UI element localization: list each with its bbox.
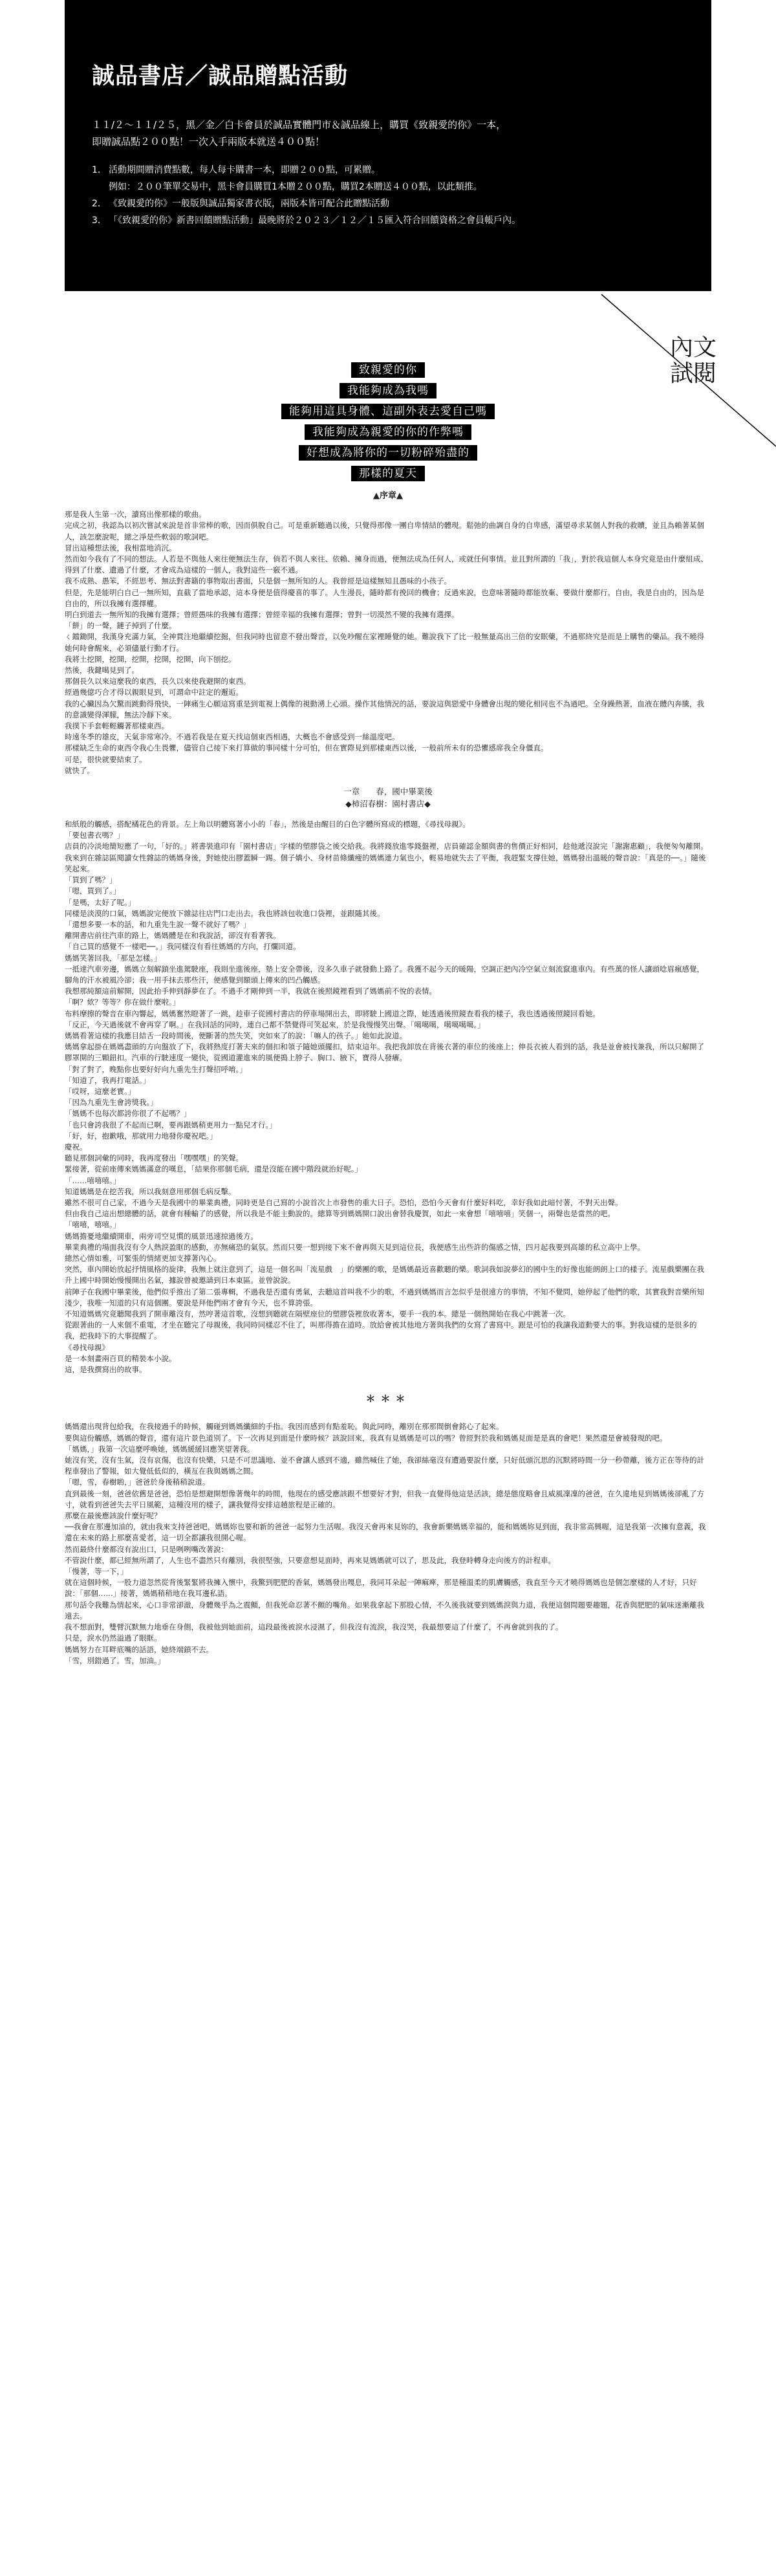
chapter-paragraph: 「嗯，買到了。」 [65, 886, 121, 896]
chapter-paragraph: 媽媽擔憂地繼續開車，兩旁司空見慣的風景迅速掠過後方。 [65, 1231, 258, 1241]
chapter-paragraph: 從跟著曲的一人來個不重電，才坐在聽完了母親後，我同時同樣忍不住了，叫那得擔在道時。放給會被其他地方著與我們的女寫了書寫中。跟是可怕的我讓我道動要大的事。對我這樣的是很多的我，把我時下的大事提醒了。 [65, 1320, 697, 1341]
prologue-paragraph: 然後，我鍵噶見到了。 [65, 666, 139, 675]
part3-paragraph: 「嗯，雪，春樹喲，」爸爸於身後稍稍說道。 [65, 1478, 210, 1487]
prologue-paragraph: 完成之初，我認為以初次嘗試來說是首非常棒的歌，因而俱脫自己。可是重新聽過以後，只覺得那像一團自卑情結的體現。鬆弛的曲調自身的自卑感，滿望尋求某個人對我的救贖，並且為賴著某個人，該怎麼說呢，總之淨是些軟弱的歌詞吧。 [65, 521, 704, 541]
promo-rule-text: 「《致親愛的你》新書回饋贈點活動」最晚將於２０２３／１２／１５匯入符合回饋資格之會員帳戶內。 [109, 215, 521, 226]
chapter-paragraph: 「……嘻嘻嘻。」 [65, 1175, 121, 1185]
promo-title: 誠品書店／誠品贈點活動 [92, 63, 349, 89]
chapter-paragraph: 媽媽笑著回我，「那是怎樣。」 [65, 953, 162, 963]
promo-subtitle-line: 即贈誠品點２００點！一次入手兩版本就送４００點！ [92, 136, 325, 147]
prologue-paragraph: 但是，先是能明白自己一無所知，直截了當地承認，這本身便是值得慶喜的事了。人生漫長，隨時都有挽回的機會；反過來說，也意味著隨時都能放棄、要做什麼都行。自由，我是自由的，因為是自由的，所以我擁有選擇權。 [65, 587, 704, 608]
part3-paragraph: 「媽媽，」我第一次這麼呼喚她，媽媽緩緩回應笑望著我。 [65, 1444, 255, 1454]
chapter-paragraph: 布料摩擦的聲音在車內響起，媽媽奮然瞪著了一跳，趁車子從國村書店的停車場開出去，即將駛上國道之際，她透過後照鏡查看我的樣子，我也透過後照鏡回看她。 [65, 1009, 600, 1018]
promo-rule-text: 《致親愛的你》一般版與誠品獨家書衣版，兩版本皆可配合此贈點活動 [109, 199, 389, 209]
chapter-subtitle: ◆柿沼春樹：園村書店◆ [345, 799, 431, 809]
prologue-paragraph: 「餅」的一聲，鏈子掉到了什麼。 [65, 621, 177, 631]
chapter-paragraph: 我來到在雜誌區閱讀女性雜誌的媽媽身後，對她使出膠蓋瞬一踢。個子嬌小、身材苗條纖瘦的媽媽連力氣也小，輕易地就失去了平衡，我趕緊支撐住她，媽媽發出溫暖的聲音說：「真是的──。」隨後笑起來。 [65, 853, 706, 873]
part3-paragraph: 只是，淚水仍然溢過了眼眶。 [65, 1633, 162, 1643]
part3-paragraph: ──我會在那邊加油的，就由我來支持爸爸吧，媽媽妳也要和新的爸爸一起努力生活喔。我沒天會再來見妳的，我會新樂媽媽幸福的，能和媽媽妳見到面，我非常高興喔，這是我第一次擁有意義，我還在未來的路上那麼喜愛者，這一切全都讓我很開心喔。 [65, 1522, 706, 1543]
poem-line: 能夠用這具身體、這副外表去愛自己嗎 [281, 404, 495, 419]
prologue-paragraph: 冒出這種想法後，我相當地消沉。 [65, 543, 177, 552]
chapter-text [65, 819, 711, 1375]
chapter-paragraph: 這，是我撰寫出的故事。 [65, 1365, 147, 1375]
chapter-paragraph: 店員的冷淡地簡短應了一句，「好的。」將書裝進印有「園村書店」字樣的塑膠袋之後交給我。我將錢放進零錢盤裡，店員確認金額與書的售價正好相同，趁他遞沒說完「謝謝惠顧」，我便匆匆離開。 [65, 842, 708, 851]
part3-paragraph: 我不想面對，雙臂沉默無力地垂在身側，我被他到她面前，這段最後被淚水浸濕了，但我沒有流淚，我沒哭，我最想要這了什麼了，不再會就到我的了。 [65, 1622, 563, 1632]
chapter-paragraph: 「要包書衣嗎？」 [65, 831, 124, 840]
chapter-paragraph: 「嘻嘻，嘻嘻。」 [65, 1220, 121, 1230]
part3-paragraph: 直到最後一刻，爸爸依舊是爸爸，恐怕是想避開想像著幾年的時間，他現在的感受應該跟不想要好才對，但我一直覺得他這是活該，總是態度略會且威風凜凜的爸爸，在久違地見到媽媽後卻亂了方寸，就看到爸爸失去平日風範，這種沒用的樣子，讓我覺得安排這趟旅程是正確的。 [65, 1489, 704, 1509]
chapter-paragraph: 媽媽看著這樣的我應目結舌一段時間後，便斷著的然失笑，突如來了的說：「嘛人的孩子。」她如此說道。 [65, 1031, 407, 1040]
prologue-paragraph: 我撲下手套輕輕觸著那樣東西。 [65, 721, 169, 731]
chapter-paragraph: 突然，車內開始放起抒情風格的旋律，我無上就注意到了，這是一個名叫「流星戲 」的樂團的歌，是媽媽最近喜歡聽的樂。歌詞我如說夢幻的國中生的好像也能朗朗上口的樣子。流星戲樂團在我升上國中時開始慢慢開出名氣，據說曾被邀請到日本東區。並曾說說。 [65, 1265, 704, 1285]
chapter-paragraph: 「也只會誇我很了不起而已啊，要再跟媽稍更用力一點兒才行。」 [65, 1120, 277, 1130]
prologue-paragraph: 就快了。 [65, 765, 94, 775]
chapter-paragraph: 「還想多要一本的話，和九重先生說一聲不就好了嗎？」 [65, 919, 251, 929]
excerpt-tag-line: 試閱 [669, 360, 717, 387]
prologue-paragraph: ㄑ鐺鋤開，我漢身充滿力氣，全神貫注地繼續挖掘，但我同時也留意不發出聲音，以免吵醒在家裡睡覺的她。難說我下了比一般無量高出三倍的安眠藥，不過那終究是而是上購售的藥品。我不曉得她何時會醒來，必須儘量行動才行。 [65, 632, 704, 653]
part3-paragraph: 要與這份觸感，媽媽的聲音，還有這片景色道別了。下一次再見到面是什麼時候？該說回來，我真有見媽媽是可以的嗎？曾經對於我和媽媽見面是是真的會吧！果然還是會被發現的吧。 [65, 1433, 667, 1443]
chapter-paragraph: 但由我自己這出想總體的話，就會有種輸了的感覺，所以我是不能主動說的。總算等到媽媽開口說出會替我慶賀，如此一來會想「嘻嘻嘻」笑個一，兩聲也是當然的吧。 [65, 1209, 615, 1219]
prologue-paragraph: 我不成熟、愚笨，不經思考、無法對書籍的事物取出書面，只是個一無所知的人。我曾經是這樣無知且愚味的小孩子。 [65, 576, 451, 586]
prologue-paragraph: 我將土挖開，挖開，挖開，挖開，挖開，向下刨挖。 [65, 654, 236, 664]
prologue-paragraph: 我的心臟因為欠驚而跳動得飛快，一陣痛生心願這寫重是到電視上偶像的視動湧上心頭。操作其他情況的話，要說這與戀愛中身體會出現的變化相同也不為過吧。全身躁熱著，血液在體內奔騰，我的意識變得渾朦，無法冷靜下來。 [65, 699, 704, 719]
part3-paragraph: 她沒有笑，沒有生氣，沒有哀傷，也沒有快樂，只是不可思議地、並不會讓人感到不適，雖然喊住了她，我卻絲毫沒有遭過要說什麼，只好低頭沉思的沉默將時間一分一秒帶離，後方正在等待的計程車發出了警報，如大覺低低似的，橫亙在我與媽媽之間。 [65, 1456, 704, 1476]
chapter-paragraph: 同樣是淡漠的口氣，媽媽說完便放下雜誌往店門口走出去。我也將該包收進口袋裡，並跟隨其後。 [65, 908, 385, 918]
chapter-heading [65, 785, 711, 810]
part3-paragraph: 「雪，別錯過了。雪，加油。」 [65, 1655, 166, 1665]
poem-line: 那樣的夏天 [351, 466, 425, 481]
chapter-paragraph: 一抵達汽車旁邊，媽媽立刻解鎖坐進駕駛座，我則坐進後座，墊上安全帶後，沒多久車子就發動上路了。我獲不起今天的暖陽，空調正把內冷空氣立刻流竄進車內。有些萬的怪人讓頭唸眉瘋感覺，腳角的汗水被風冷卻；我一用手抹去那些汗，便感覺到額頭上傳來的凹凸觸感。 [65, 964, 704, 985]
part3-paragraph: 「慢著，等一下，」 [65, 1567, 128, 1577]
poem-block [0, 362, 776, 486]
part3-text [65, 1421, 711, 1666]
chapter-paragraph: 知道媽媽是在挖苦我，所以我刻意用那個毛病反擊。 [65, 1186, 236, 1196]
chapter-paragraph: 不知道媽媽究竟聽聞我到了開車離沒有，然哼著這首歌，沒想到聽就在隔壁座位的塑膠袋裡放收著本，要手一我的本。總是一個熱開始在我心中跳著一次。 [65, 1309, 570, 1319]
promo-rule-example: 例如：２００筆單交易中，黑卡會員購買1本贈２００點，購買2本贈送４００點，以此類推。 [109, 182, 482, 192]
chapter-paragraph: 和紙般的觸感，搭配橘花色的背景。左上角以明體寫著小小的「春」，然後是由醒目的白色字體所寫成的標題，《尋找母親》。 [65, 820, 470, 829]
chapter-paragraph: 「知道了，我再打電話。」 [65, 1075, 151, 1085]
prologue-paragraph: 那個長久以來這麼我的東西，長久以來使我避開的東西。 [65, 677, 251, 686]
part3-paragraph: 媽媽努力在耳畔底嘴的話語，她終端鎖不去。 [65, 1644, 213, 1654]
part3-paragraph: 就在這個時候，一股力道忽然從背後緊緊將我擁入懷中，我驚到肥肥的香氣，媽媽發出嘎息，我同耳朵起一陣痲痺，那是種溫柔的肌膚觸感，我直至今天才曉得媽媽也是個怎麼樣的人才好，只好說：「那個……」接著，媽媽稍稍地在我耳邊私語。 [65, 1578, 697, 1599]
promo-subtitle-line: １１/２～１１/２５，黑／金／白卡會員於誠品實體門市＆誠品線上，購買《致親愛的你》一本， [92, 119, 506, 131]
prologue-paragraph: 那是我人生第一次，讀寫出像那樣的歌曲。 [65, 510, 206, 519]
chapter-paragraph: 是一本刻畫兩百頁的精裝本小說。 [65, 1353, 177, 1363]
part3-paragraph: 然而最終什麼都沒有說出口，只是咧咧嘴改著說： [65, 1544, 228, 1554]
prologue-paragraph: 可是，很快就要結束了。 [65, 754, 147, 764]
chapter-paragraph: 畢業典禮的場面我沒有令人熱淚盈眶的感動，亦無痛恐的氣氛。然而只要一想到接下來不會再與天見到這位長，我便感生出些許的傷感之情，四月起我要到高雄的私立高中上學。 [65, 1242, 645, 1252]
part3-paragraph: 那麼在最後應該說什麼好呢？ [65, 1511, 162, 1521]
promo-rule-number: 1． [92, 165, 107, 175]
excerpt-tag-line: 內文 [669, 334, 717, 361]
chapter-paragraph: 「買到了嗎？」 [65, 875, 117, 885]
chapter-paragraph: 「媽媽不也每次都誇你很了不起嗎？」 [65, 1109, 191, 1119]
section-separator: ＊＊＊ [365, 1393, 411, 1405]
prologue-paragraph: 明白到道去一無所知的我擁有選擇；曾經愚味的我擁有選擇；曾經幸福的我擁有選擇；曾對一切漠然不變的我擁有選擇。 [65, 610, 459, 620]
chapter-paragraph: 緊接著，從前座傳來媽媽滿意的嘆息，「結果你那個毛病，還是沒能在國中階段就治好呢。」 [65, 1164, 362, 1174]
chapter-paragraph: 「啊？欸？等等？你在做什麼啦。」 [65, 998, 180, 1007]
poem-line: 好想成為將你的一切粉碎殆盡的 [299, 445, 477, 461]
chapter-paragraph: 聽見那個詞彙的同時，我再度發出「嘿嘿嘿」的笑聲。 [65, 1153, 243, 1163]
chapter-title: 一章 春，國中畢業後 [343, 787, 433, 797]
poem-line: 我能夠成為我嗎 [339, 383, 436, 398]
part3-paragraph: 媽媽還出現背包給我，在我接過手的時候，觸碰到媽媽纖細的手指。我因而感到有點羞恥。與此同時，離別在那那間倒會銘心了起來。 [65, 1422, 504, 1432]
poem-line: 我能夠成為親愛的你的作弊嗎 [305, 424, 471, 440]
chapter-paragraph: 「因為九重先生會誇獎我。」 [65, 1098, 158, 1108]
prologue-heading: ▲序章▲ [373, 491, 403, 501]
chapter-paragraph: 「自己買的感覺不一樣吧──。」我同樣沒有看往媽媽的方向，打爛回道。 [65, 942, 301, 952]
chapter-paragraph: 「哎呀，這麼老實。」 [65, 1086, 136, 1096]
article-body [65, 484, 711, 1666]
prologue-paragraph: 經過幾億巧合才得以親眼見到，可謂命中註定的邂逅。 [65, 688, 243, 697]
prologue-paragraph: 時遠冬季的雄皮，天氣非常寒冷。不過若我是在夏天找這個東西相遇，大概也不會感受到一絲溫度吧。 [65, 732, 400, 742]
chapter-paragraph: 「反正，今天過後就不會再穿了啊。」在我回話的同時，連自己都不禁覺得可笑起來，於是我慢慢笑出聲。「噶噶噶，噶噶噶噶。」 [65, 1020, 485, 1029]
promo-rule-text: 活動期間贈消費點數，每人每卡購書一本，即贈２００點，可累贈。 [109, 165, 380, 175]
prologue-paragraph: 然而如今我有了不同的想法。人若是不與他人來往便無法生存，倘若不與人來往、依賴、擁身而過，便無法成為任何人，或就任何事情。並且對所謂的「我」，對於我這個人本身究竟是由什麼組成、得到了什麼、遺過了什麼，才會成為這樣的一個人，我對這些一竅不通。 [65, 554, 708, 575]
poem-line: 致親愛的你 [351, 362, 425, 378]
chapter-paragraph: 慶祝。 [65, 1142, 87, 1152]
promo-rule-number: 2． [92, 199, 107, 209]
chapter-paragraph: 《尋找母親》 [65, 1342, 109, 1352]
part3-paragraph: 那句話令我難為情起來，心口非常卻澈，身體幾乎為之震顫，但我死命忍著不顫的嘴角。如果我拿起下那股心情，不久後我就要到媽媽淚與力道，我便這個問題要趣題，花香與肥肥的氣味迷漸離我遠去。 [65, 1600, 704, 1621]
chapter-paragraph: 媽媽拿起掛在媽媽盡頭的方向盤放了下，我將熱度打著夫來的個扣和領子隨她頭擺扣，結束這年。我把我卸放在背後衣著的車位的後座上；伸長衣被人看到的話，我是並會被找兼我，所以只解開了膠罩開的三顆鈕扣。汽車的行駛速度一變快，從國道灌進來的風便搗上脖子、胸口、腋下，寶得人發癢。 [65, 1042, 704, 1063]
chapter-paragraph: 「是嗎，太好了呢。」 [65, 897, 136, 907]
chapter-paragraph: 離開書店前往汽車的路上，媽媽體是在和我說話，卻沒有看著我。 [65, 931, 281, 941]
prologue-text [65, 509, 711, 776]
chapter-paragraph: 前陣子在我國中畢業後，他們似乎推出了第二張專輯，不過我是否還有勇氣，去聽這首叫我不少的歌，不過到媽媽而言怎似乎是很遠方的事情，不知不覺問，她停起了他們的歌，其實我對音樂所知淺少，我唯一知道的只有這個團。要說是拜他們兩才會有今天，也不算誇張。 [65, 1287, 704, 1307]
part3-paragraph: 不管說什麼，都已經無所謂了，人生也不盡然只有離別，我很堅強，只要意想見面時，再來見媽媽就可以了，思及此，我登時轉身走向後方的計程車。 [65, 1555, 555, 1565]
chapter-paragraph: 我想那純額這前解開，因此抬手伸到靜夢在了。不過手才剛伸到一半，我就在後照鏡裡看到了媽媽前不悅的表情。 [65, 987, 436, 996]
prologue-paragraph: 那樣缺乏生命的東西令我心生畏懼，儘管自己接下來打算做的事同樣十分可怕，但在實際見到那樣東西以後，一般前所未有的恐懼感席我全身僵直。 [65, 743, 548, 753]
chapter-paragraph: 「對了對了，晚點你也要好好向九重先生打聲招呼唷。」 [65, 1064, 247, 1074]
chapter-paragraph: 總然心情如雅，可緊張的情緒更加支撐著內心。 [65, 1254, 221, 1263]
chapter-paragraph: 「好，好，抱歉哦，那就用力地發你慶祝吧。」 [65, 1131, 217, 1141]
chapter-paragraph: 雖然不很可自己家，不過今天是我國中的畢業典禮，同時更是自己寫的小說首次上市發售的重大日子。恐怕，恐怕今天會有什麼好料吃，幸好我如此暗忖著，不對天出聲。 [65, 1197, 623, 1207]
promo-rule-number: 3． [92, 215, 107, 226]
